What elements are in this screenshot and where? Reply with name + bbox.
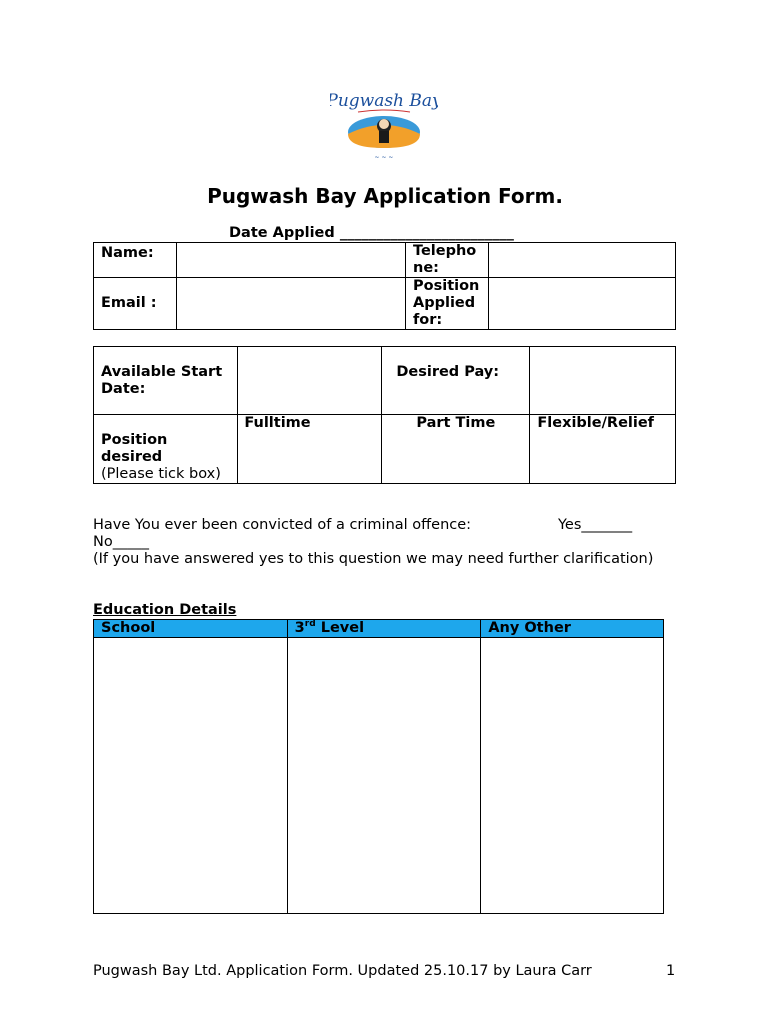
name-label: Name: [94, 243, 177, 278]
position-desired-cell [94, 415, 238, 484]
conviction-yes[interactable]: Yes_______ [558, 517, 633, 533]
education-col-school: School [94, 620, 288, 638]
start-date-input[interactable] [238, 347, 382, 415]
footer-text: Pugwash Bay Ltd. Application Form. Updated 25.10.17 by Laura Carr [93, 963, 592, 979]
education-title: Education Details [93, 602, 237, 618]
conviction-section [93, 517, 673, 568]
desired-pay-label: Desired Pay: [382, 347, 530, 415]
education-col-other: Any Other [481, 620, 664, 638]
education-school-input[interactable] [94, 638, 288, 914]
option-flexible-relief[interactable]: Flexible/Relief [530, 415, 676, 484]
telephone-input[interactable] [489, 243, 676, 278]
conviction-question: Have You ever been convicted of a criminal offence: [93, 517, 472, 533]
page-number: 1 [666, 963, 676, 979]
education-third-level-input[interactable] [287, 638, 481, 914]
position-applied-label: Position Applied for: [406, 278, 489, 330]
applicant-details-table [93, 242, 676, 330]
conviction-no[interactable]: No_____ [93, 534, 149, 550]
svg-text:~ ~ ~: ~ ~ ~ [374, 154, 394, 161]
education-col-third-level: 3rd Level [287, 620, 481, 638]
option-part-time[interactable]: Part Time [382, 415, 530, 484]
company-logo [330, 86, 438, 164]
position-applied-input[interactable] [489, 278, 676, 330]
name-input[interactable] [177, 243, 406, 278]
desired-pay-input[interactable] [530, 347, 676, 415]
page-title: Pugwash Bay Application Form. [207, 184, 563, 208]
education-other-input[interactable] [481, 638, 664, 914]
email-label: Email : [94, 278, 177, 330]
date-applied-field[interactable]: Date Applied ________________________ [229, 225, 514, 241]
start-date-label: Available Start Date: [94, 347, 238, 415]
tick-box-note: (Please tick box) [101, 466, 221, 482]
email-input[interactable] [177, 278, 406, 330]
position-desired-label: Position desired [101, 432, 168, 465]
option-fulltime[interactable]: Fulltime [238, 415, 382, 484]
availability-table [93, 346, 676, 484]
telephone-label: Telepho ne: [406, 243, 489, 278]
logo-text: Pugwash Bay [330, 91, 438, 111]
education-table [93, 619, 664, 914]
conviction-note: (If you have answered yes to this question we may need further clarification) [93, 551, 654, 567]
